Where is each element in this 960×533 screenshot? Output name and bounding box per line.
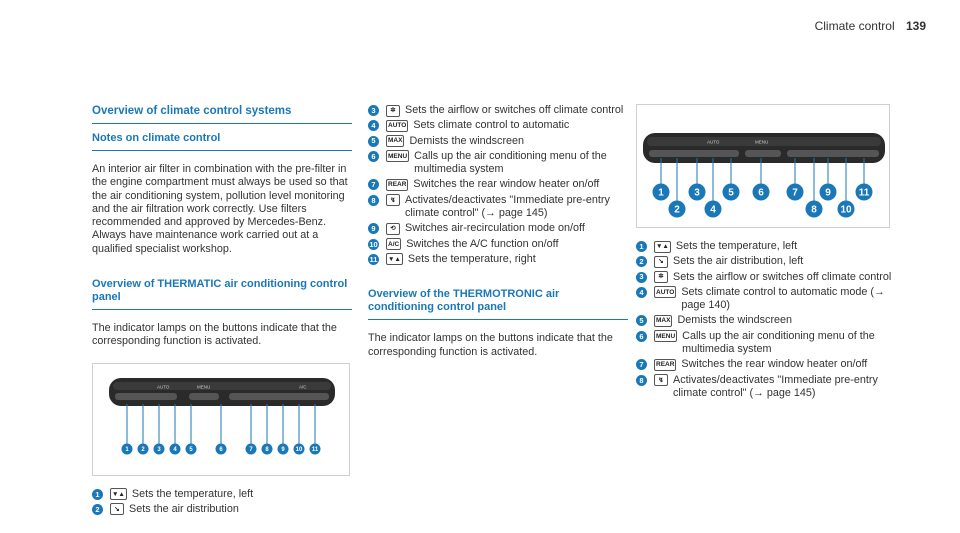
item-description: Switches the A/C function on/off [406,237,559,250]
callout-marker [753,184,770,201]
panel-button-menu [745,150,781,157]
button-symbol-icon: ▼▲ [110,488,127,500]
callout-marker [186,443,197,454]
item-description: Activates/deactivates "Immediate pre-entry climate control" (→ page 145) [405,193,610,220]
list-item [368,253,628,266]
item-description: Switches air-recirculation mode on/off [405,222,585,235]
header-section-title: Climate control [814,19,895,33]
column-3 [636,104,896,402]
button-symbol-icon: ↘ [110,503,124,515]
thermotronic-items-list [636,240,896,400]
thermotronic-panel-illustration [636,104,890,228]
button-symbol-icon: ▼▲ [654,241,671,253]
item-description: Sets the air distribution [129,502,239,515]
button-symbol-icon: MENU [386,150,409,162]
list-item [92,503,352,516]
callout-marker [170,443,181,454]
thermatic-items-list [92,488,352,517]
callout-marker [246,443,257,454]
button-symbol-icon: ↯ [654,374,668,386]
button-symbol-icon: MAX [654,315,672,327]
callout-marker [820,184,837,201]
list-item [368,150,628,177]
callout-marker [723,184,740,201]
section-title: Overview of climate control systems [92,104,352,124]
callout-number-badge: 8 [368,195,379,206]
thermatic-items-list-continued [368,104,628,266]
list-item [368,238,628,251]
item-description: Sets the temperature, left [675,240,798,252]
item-description: Switches the rear window heater on/off [681,358,868,371]
item-description: Demists the windscreen [677,314,793,327]
thermotronic-indicator-text: The indicator lamps on the buttons indicate that the corresponding function is activated. [368,332,613,358]
item-description: Switches the rear window heater on/off [413,178,600,191]
button-symbol-icon: REAR [654,359,676,371]
list-item [368,119,628,132]
thermotronic-panel-svg [637,105,891,229]
callout-number: 3 [157,446,161,453]
callout-number-badge: 2 [636,256,647,267]
callout-number-badge: 1 [636,241,647,252]
callout-number-badge: 3 [368,105,379,116]
list-item [636,286,896,313]
panel-label-ac: A/C [299,384,307,390]
button-symbol-icon: MAX [386,135,404,147]
callout-number-badge: 1 [92,489,103,500]
callout-marker [787,184,804,201]
callout-number: 3 [694,187,700,199]
callout-marker [154,443,165,454]
callout-number: 6 [219,446,223,453]
list-item [92,488,352,501]
callout-number-badge: 5 [368,136,379,147]
callout-marker [278,443,289,454]
callout-number-badge: 4 [636,287,647,298]
item-description: Sets the temperature, right [407,252,536,265]
callout-marker [653,184,670,201]
callout-marker [689,184,706,201]
callout-number: 6 [758,187,764,199]
thermatic-panel-illustration [92,363,350,476]
callout-number: 7 [249,446,253,453]
callout-marker [856,184,873,201]
panel-button-right [229,393,329,400]
item-description: Sets the temperature, left [131,487,254,500]
callout-number: 7 [792,187,798,199]
callout-number: 10 [295,446,303,453]
callout-number-badge: 3 [636,272,647,283]
thermatic-panel-svg [93,364,351,477]
list-item [636,271,896,284]
callout-number-badge: 6 [636,331,647,342]
callout-marker [838,201,855,218]
button-symbol-icon: ▼▲ [386,253,403,265]
list-item [368,222,628,235]
list-item [636,314,896,327]
list-item [636,330,896,357]
button-symbol-icon: A/C [386,238,401,250]
callout-marker [669,201,686,218]
callout-marker [138,443,149,454]
callout-number: 9 [825,187,831,199]
column-1 [92,104,352,518]
panel-button-menu [189,393,219,400]
callout-number-badge: 4 [368,120,379,131]
panel-button-left [649,150,739,157]
callout-number: 5 [189,446,193,453]
button-symbol-icon: ✲ [654,271,668,283]
callout-number: 5 [728,187,734,199]
list-item [636,240,896,253]
callout-number: 10 [840,204,852,216]
callout-number-badge: 7 [636,359,647,370]
callout-numbers [653,184,873,218]
list-item [368,135,628,148]
panel-button-left [115,393,177,400]
column-2 [368,104,628,359]
callout-number-badge: 2 [92,504,103,515]
callout-marker [262,443,273,454]
callout-marker [310,443,321,454]
button-symbol-icon: ↯ [386,194,400,206]
callout-marker [122,443,133,454]
page-header [815,19,926,33]
panel-label-auto: AUTO [707,139,720,145]
panel-button-right [787,150,879,157]
callout-marker [294,443,305,454]
list-item [368,194,628,221]
callout-number: 4 [710,204,716,216]
page-number: 139 [905,19,926,33]
callout-number: 2 [674,204,680,216]
button-symbol-icon: AUTO [654,286,676,298]
callout-number: 11 [858,187,870,199]
callout-number-badge: 11 [369,254,378,264]
callout-marker [705,201,722,218]
panel-label-menu: MENU [197,384,211,390]
item-description: Demists the windscreen [409,134,525,147]
callout-number: 1 [125,446,129,453]
callout-number-badge: 5 [636,315,647,326]
panel-label-menu: MENU [755,139,769,145]
callout-marker [216,443,227,454]
panel-label-auto: AUTO [157,384,170,390]
callout-number-badge: 6 [368,151,379,162]
item-description: Sets the air distribution, left [673,255,804,268]
button-symbol-icon: ✲ [386,105,400,117]
callout-number-badge: 7 [368,179,379,190]
callout-number: 8 [265,446,269,453]
callout-lines [127,404,315,444]
callout-number: 9 [281,446,285,453]
callout-number-badge: 8 [636,375,647,386]
button-symbol-icon: AUTO [386,120,408,132]
item-description: Sets climate control to automatic [413,119,570,132]
item-description: Sets the airflow or switches off climate control [673,270,892,283]
callout-number: 2 [141,446,145,453]
list-item [368,178,628,191]
callout-number-badge: 10 [369,239,378,249]
item-description: Sets the airflow or switches off climate control [405,104,624,116]
item-description: Sets climate control to automatic mode (→ page 140) [681,285,885,312]
item-description: Calls up the air conditioning menu of the multimedia system [414,149,607,176]
item-description: Activates/deactivates "Immediate pre-entry climate control" (→ page 145) [673,373,878,399]
thermatic-indicator-text: The indicator lamps on the buttons indicate that the corresponding function is activated. [92,322,337,348]
notes-heading: Notes on climate control [92,132,352,151]
callout-number: 1 [658,187,664,199]
list-item [636,255,896,268]
callout-marker [806,201,823,218]
callout-number: 4 [173,446,177,453]
item-description: Calls up the air conditioning menu of the multimedia system [682,329,875,356]
list-item [636,358,896,371]
callout-number: 11 [311,446,319,453]
thermatic-heading: Overview of THERMATIC air conditioning control panel [92,278,352,310]
callout-number: 8 [811,204,817,216]
button-symbol-icon: MENU [654,330,677,342]
list-item [636,374,896,401]
button-symbol-icon: REAR [386,179,408,191]
callout-numbers [122,443,321,454]
notes-text: An interior air filter in combination with the pre-filter in the engine compartment must always be used so that the air conditioning system, pollution level monitoring and the air filtration work correctly. Use filters recommended and approved by Mercedes-Benz. Always have maintenance work carried out at a qualified specialist workshop. [92,163,348,255]
callout-number-badge: 9 [368,223,379,234]
thermotronic-heading: Overview of the THERMOTRONIC air conditioning control panel [368,288,628,320]
list-item [368,104,628,117]
button-symbol-icon: ↘ [654,256,668,268]
button-symbol-icon: ⟲ [386,223,400,235]
